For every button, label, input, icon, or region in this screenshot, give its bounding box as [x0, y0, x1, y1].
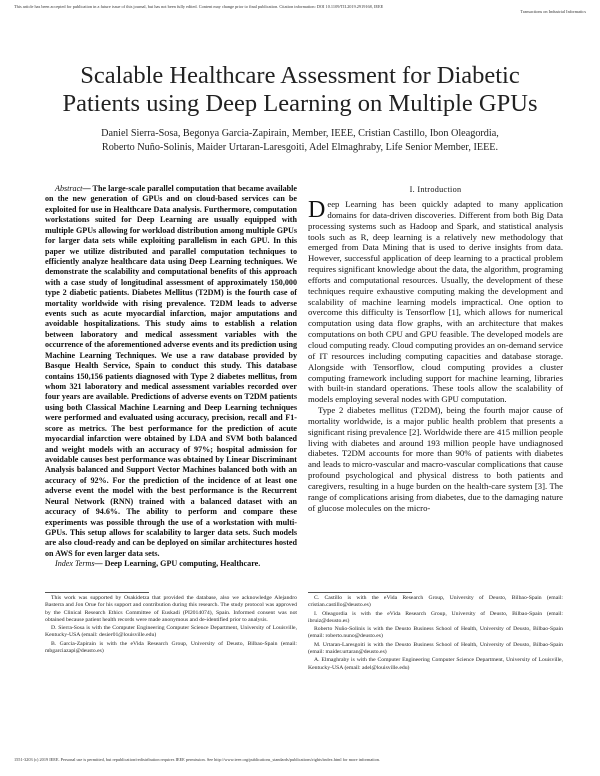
- notice-line: This article has been accepted for publication in a future issue of this journal, but has not been fully edited. Content may change prior to final publication. Citation information: DOI 10.1109/TII.2019.2919168, IEEE: [14, 4, 384, 9]
- left-column: [45, 184, 297, 570]
- journal-name: Transactions on Industrial Informatics: [520, 9, 586, 15]
- paper-title: [20, 62, 580, 118]
- index-terms: [45, 559, 297, 569]
- intro-paragraph-1: [308, 199, 563, 405]
- right-column: [308, 185, 563, 513]
- footnotes-right: [308, 595, 563, 673]
- footnote-author: D. Sierra-Sosa is with the Computer Engineering Computer Science Department, University of Louisville, Kentucky-USA (email: desier01@louisville.edu): [45, 625, 297, 639]
- authors-line-2: Roberto Nuño-Solinis, Maider Urtaran-Laresgoiti, Adel Elmaghraby, Life Senior Member, IEEE.: [101, 142, 499, 153]
- footnotes-left: [45, 595, 297, 656]
- authors-line-1: Daniel Sierra-Sosa, Begonya Garcia-Zapirain, Member, IEEE, Cristian Castillo, Ibon Oleagordia,: [101, 128, 499, 139]
- author-list: [30, 127, 570, 155]
- intro-paragraph-1-text: eep Learning has been quickly adapted to many application domains for data-driven discoveries. Different from both Big Data processing systems such as Hadoop and Spark, and statistical analysis tools such as R, deep learning is a relatively new methodology that emerged from Data Mining that is used to derive insights from data. However, successful application of deep learning to a practical problem requires significant knowledge about the data, the algorithm, programing efforts and computational resources. Usually, the development of these techniques require exhaustive computing making the development and scalability of machine learning models impractical. One option to overcome this difficulty is Tensorflow [1], which allows for numerical computation using data flow graphs, with an architecture that makes computations on both CPU and GPU feasible. The developed models are cloud computing ready. Cloud computing provides an on-demand service of IT resources including computing capacities and database storage. Alongside with Tensorflow, cloud computing provides a cluster computing framework including support for machine learning, libraries with built-in standard operations. These tools allow the scalability of models employing several nodes with GPU computation.: [308, 199, 563, 405]
- footnote-author: I. Oleagordia is with the eVida Research Group, University of Deusto, Bilbao-Spain (email: ibruiz@deusto.es): [308, 610, 563, 624]
- abstract: [45, 184, 297, 559]
- footnote-funding: This work was supported by Osakidetza that provided the database, also we acknowledge Alejandro Basterra and Jon Orue for his support and contribution during this research. The study protocol was approved by the Clinical Research Ethics Committee of Euskadi (PI2014074), Spain. Informed consent was not obtained because patient health records were made anonymous and de-identified prior to analysis.: [45, 595, 297, 623]
- footnote-divider-right: [308, 592, 412, 593]
- title-line-2: Patients using Deep Learning on Multiple GPUs: [62, 90, 538, 117]
- footnote-author: M. Urtaran-Laresgoiti is with the Deusto Business School of Health, University of Deusto, Bilbao-Spain (email: maider.urtaran@deusto.es): [308, 641, 563, 656]
- footnote-author: A. Elmaghraby is with the Computer Engineering Computer Science Department, University of Louisville, Kentucky-USA (email: adel@louisville.edu): [308, 657, 563, 671]
- footnote-divider-left: [45, 592, 149, 593]
- index-terms-text: — Deep Learning, GPU computing, Healthcare.: [94, 559, 261, 569]
- accepted-article-notice: [14, 4, 586, 14]
- section-heading-introduction: I. Introduction: [409, 185, 462, 194]
- index-terms-label: Index Terms: [55, 559, 95, 569]
- title-line-1: Scalable Healthcare Assessment for Diabetic: [80, 62, 520, 89]
- intro-paragraph-2: Type 2 diabetes mellitus (T2DM), being the fourth major cause of mortality worldwide, is a major public health problem that presents a significant rising prevalence [2]. Worldwide there are 415 million people living with diabetes and around 193 million people have undiagnosed diabetes. T2DM accounts for more than 90% of patients with diabetes and leads to micro-vascular and macro-vascular complications that cause profound psychological and physical distress to both patients and caregivers, resulting in a huge burden on the health-care system [3]. The range of complications arising from diabetes, due to the damaging nature of glucose molecules on the micro-: [308, 405, 563, 513]
- footnote-author: C. Castillo is with the eVida Research Group, University of Deusto, Bilbao-Spain (email: cristian.castillo@deusto.es): [308, 595, 563, 609]
- abstract-label: Abstract: [55, 184, 83, 193]
- drop-cap: D: [308, 197, 326, 223]
- abstract-text: — The large-scale parallel computation that became available on the new generation of GPUs and on cloud-based services can be exploited for use in Healthcare Data analysis. Furthermore, computation workstations suited for Deep Learning are usually equipped with multiple GPUs allowing for workload distribution among multiple GPUs for larger data sets while exploiting parallelism in each GPU. In this paper we utilize distributed and parallel computation techniques to efficiently analyze healthcare data using Deep Learning techniques. We demonstrate the scalability and computational benefits of this approach with a case study of longitudinal assessment of approximately 150,000 type 2 diabetic patients. Diabetes Mellitus (T2DM) is the fourth case of mortality worldwide with rising prevalence. T2DM leads to adverse events such as acute myocardial infarction, major amputations and avoidable hospitalizations. This study aims to establish a relation between laboratory and medical assessment variables with the occurrence of the aforementioned adverse events and its prediction using Machine Learning Techniques. We use a raw database provided by Basque Health Service, Spain to conduct this study. This database contains 150,156 patients diagnosed with Type 2 diabetes mellitus, from whom 321 laboratory and medical assessment variables recorded over four years are available. Predictions of adverse events on T2DM patients using both Classical Machine Learning and Deep Learning techniques were performed and evaluated using accuracy, precision, recall and F1-score as metrics. The best performance for the prediction of acute myocardial infarction were obtained by LDA and SVM both balanced and weight models with an accuracy of 97%; hospital admission for avoidable causes best performance was obtained by Linear Discriminant Analysis balanced and Support Vector Machines balanced both with an accuracy of 92%. For the prediction of the incidence of at least one adverse event the model with the best performance is the Recurrent Neural Network (RNN) trained with a balanced dataset with an accuracy of 94.6%. The ability to perform and compare these experiments was possible through the use of a workstation with multi-GPUs. This setup allows for scalability to larger data sets. Such models are also cloud-ready and can be deployed on similar architectures hosted on AWS for even larger data sets.: [45, 184, 297, 558]
- footnote-author: Roberto Nuño-Solinis is with the Deusto Business School of Health, University of Deusto, Bilbao-Spain (email: roberto.nuno@deusto.es): [308, 626, 563, 640]
- copyright-footer: 1551-3203 (c) 2019 IEEE. Personal use is permitted, but republication/redistribution requires IEEE permission. See http://www.ieee.org/publications_standards/publications/rights/index.html for more information.: [14, 757, 380, 762]
- footnote-author: B. Garcia-Zapirain is with the eVida Research Group, University of Deusto, Bilbao-Spain (email: mbgarciazapi@deusto.es): [45, 640, 297, 655]
